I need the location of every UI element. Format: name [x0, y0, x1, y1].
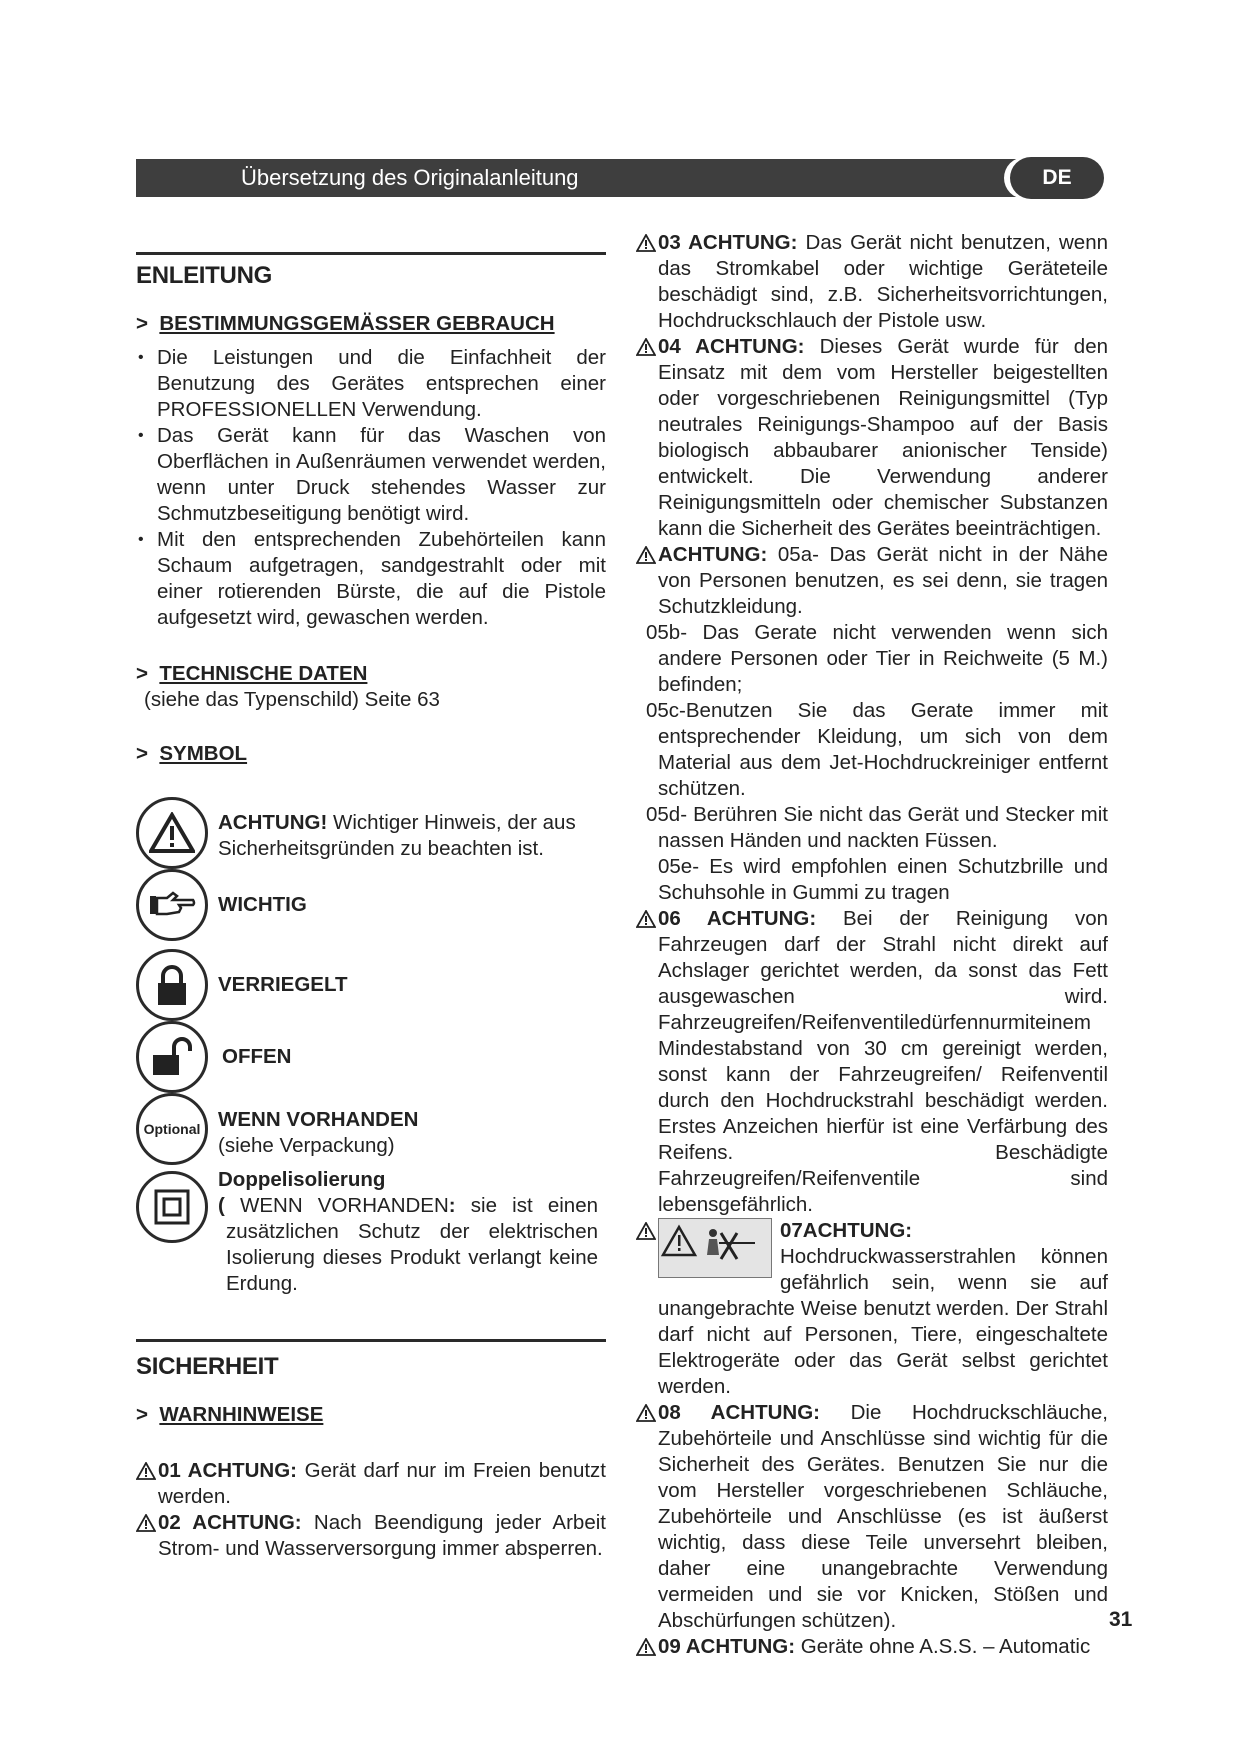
- usage-list: [136, 345, 606, 631]
- warning-07: 07ACHTUNG: Hochdruckwasserstrahlen können gefährlich sein, wenn sie auf unangebrachte Weise benutzt werden. Der Strahl darf nicht auf Personen, Tiere, eingeschaltete Elektrogeräte oder das Gerät selbst gerichtet werden.: [636, 1218, 1108, 1400]
- warning-triangle-icon: [636, 338, 656, 356]
- subheading-symbol: > SYMBOL: [136, 742, 248, 765]
- tech-note: (siehe das Typenschild) Seite 63: [144, 688, 440, 711]
- warning-08: 08 ACHTUNG: Die Hochdruckschläuche, Zubehörteile und Anschlüsse sind wichtig für die Sicherheit des Gerätes. Benutzen Sie nur die vom Hersteller vorgeschriebenen Schläuche, Zubehörteile und Anschlüsse (es ist äußerst wichtig, dass diese Teile unversehrt bleiben, daher eine unangebrachte Verwendung vermeiden und sie vor Knicken, Stößen und Abschürfungen schützen).: [636, 1400, 1108, 1634]
- section-title-sicherheit: SICHERHEIT: [136, 1353, 279, 1380]
- symbol-offen: OFFEN: [136, 1021, 606, 1093]
- warning-triangle-icon: [636, 546, 656, 564]
- warning-05b: 05b- Das Gerate nicht verwenden wenn sich andere Personen oder Tier in Reichweite (5 M.) befinden;: [646, 621, 1108, 696]
- warning-05d: 05d- Berühren Sie nicht das Gerät und Stecker mit nassen Händen und nackten Füssen.: [646, 803, 1108, 852]
- section-rule: [136, 1339, 606, 1342]
- warning-02: 02 ACHTUNG: Nach Beendigung jeder Arbeit Strom- und Wasserversorgung immer absperren.: [136, 1510, 606, 1562]
- optional-badge-icon: Optional: [136, 1093, 208, 1165]
- right-column: [636, 230, 1108, 1660]
- left-column: [136, 252, 606, 1562]
- header-bar: [136, 159, 1036, 197]
- spray-hazard-pictogram: [658, 1218, 772, 1278]
- warning-01: 01 ACHTUNG: Gerät darf nur im Freien benutzt werden.: [136, 1458, 606, 1510]
- symbol-optional: Optional WENN VORHANDEN (siehe Verpackung): [136, 1093, 606, 1165]
- symbol-achtung: ACHTUNG! Wichtiger Hinweis, der aus Sicherheitsgründen zu beachten ist.: [136, 797, 606, 869]
- warning-03: 03 ACHTUNG: Das Gerät nicht benutzen, wenn das Stromkabel oder wichtige Geräteteile beschädigt sind, z.B. Sicherheitsvorrichtungen, Hochdruckschlauch der Pistole usw.: [636, 230, 1108, 334]
- list-item: • Das Gerät kann für das Waschen von Oberflächen in Außenräumen verwendet werden, wenn unter Druck stehendes Wasser zur Schmutzbeseitigung benötigt wird.: [136, 423, 606, 527]
- list-item: • Mit den entsprechenden Zubehörteilen kann Schaum aufgetragen, sandgestrahlt oder mit einer rotierenden Bürste, die auf die Pistole aufgesetzt wird, gewaschen werden.: [136, 527, 606, 631]
- warning-06: 06 ACHTUNG: Bei der Reinigung von Fahrzeugen darf der Strahl nicht direkt auf Achslager gerichtet werden, da sonst das Fett ausgewaschen wird. Fahrzeugreifen/Reifenventiledürfennurmiteinem Mindestabstand von 30 cm gereinigt werden, sonst kann der Fahrzeugreifen/ Reifenventil durch den Hochdruckstrahl beschädigt werden. Erstes Anzeichen hierfür ist eine Verfärbung des Reifens. Beschädigte Fahrzeugreifen/Reifenventile sind lebensgefährlich.: [636, 906, 1108, 1218]
- lock-closed-icon: [136, 949, 208, 1021]
- subheading-technische-daten: > TECHNISCHE DATEN: [136, 662, 368, 685]
- section-rule: [136, 252, 606, 255]
- warning-05c: 05c-Benutzen Sie das Gerate immer mit entsprechender Kleidung, um sich von dem Material aus dem Jet-Hochdruckreiniger entfernt schützen.: [646, 699, 1108, 800]
- symbol-doppelisolierung: Doppelisolierung ( WENN VORHANDEN: sie ist einen zusätzlichen Schutz der elektrischen Isolierung dieses Produkt verlangt keine Erdung.: [136, 1167, 606, 1297]
- section-title-enleitung: ENLEITUNG: [136, 262, 272, 289]
- warning-05e: 05e- Es wird empfohlen einen Schutzbrille und Schuhsohle in Gummi zu tragen: [658, 855, 1108, 904]
- warning-triangle-icon: [136, 797, 208, 869]
- warning-triangle-icon: [636, 1638, 656, 1656]
- list-item: • Die Leistungen und die Einfachheit der Benutzung des Gerätes entsprechen einer PROFESSIONELLEN Verwendung.: [136, 345, 606, 423]
- warning-triangle-icon: [636, 1222, 656, 1240]
- warning-09: 09 ACHTUNG: Geräte ohne A.S.S. – Automatic: [636, 1634, 1108, 1660]
- symbol-verriegelt: VERRIEGELT: [136, 949, 606, 1021]
- double-insulation-icon: [136, 1171, 208, 1243]
- lock-open-icon: [136, 1021, 208, 1093]
- warning-05: ACHTUNG: 05a- Das Gerät nicht in der Nähe von Personen benutzen, es sei denn, sie tragen Schutzkleidung.: [636, 542, 1108, 620]
- warning-triangle-icon: [636, 1404, 656, 1422]
- header-title: Übersetzung des Originalanleitung: [241, 165, 579, 190]
- warning-triangle-icon: [136, 1462, 156, 1480]
- warning-triangle-icon: [136, 1514, 156, 1532]
- symbol-wichtig: WICHTIG: [136, 869, 606, 941]
- warning-04: 04 ACHTUNG: Dieses Gerät wurde für den Einsatz mit dem vom Hersteller beigestellten oder vorgeschriebenen Reinigungsmittel (Typ neutrales Reinigungs-Shampoo auf der Basis biologisch abbaubarer anionischer Tenside) entwickelt. Die Verwendung anderer Reinigungsmitteln oder chemischer Substanzen kann die Sicherheit des Gerätes beeinträchtigen.: [636, 334, 1108, 542]
- pointing-hand-icon: [136, 869, 208, 941]
- page-number: 31: [1109, 1608, 1133, 1631]
- warning-triangle-icon: [636, 234, 656, 252]
- warning-triangle-icon: [636, 910, 656, 928]
- language-badge: DE: [1010, 157, 1104, 199]
- subheading-gebrauch: > BESTIMMUNGSGEMÄSSER GEBRAUCH: [136, 312, 555, 335]
- subheading-warnhinweise: > WARNHINWEISE: [136, 1403, 324, 1426]
